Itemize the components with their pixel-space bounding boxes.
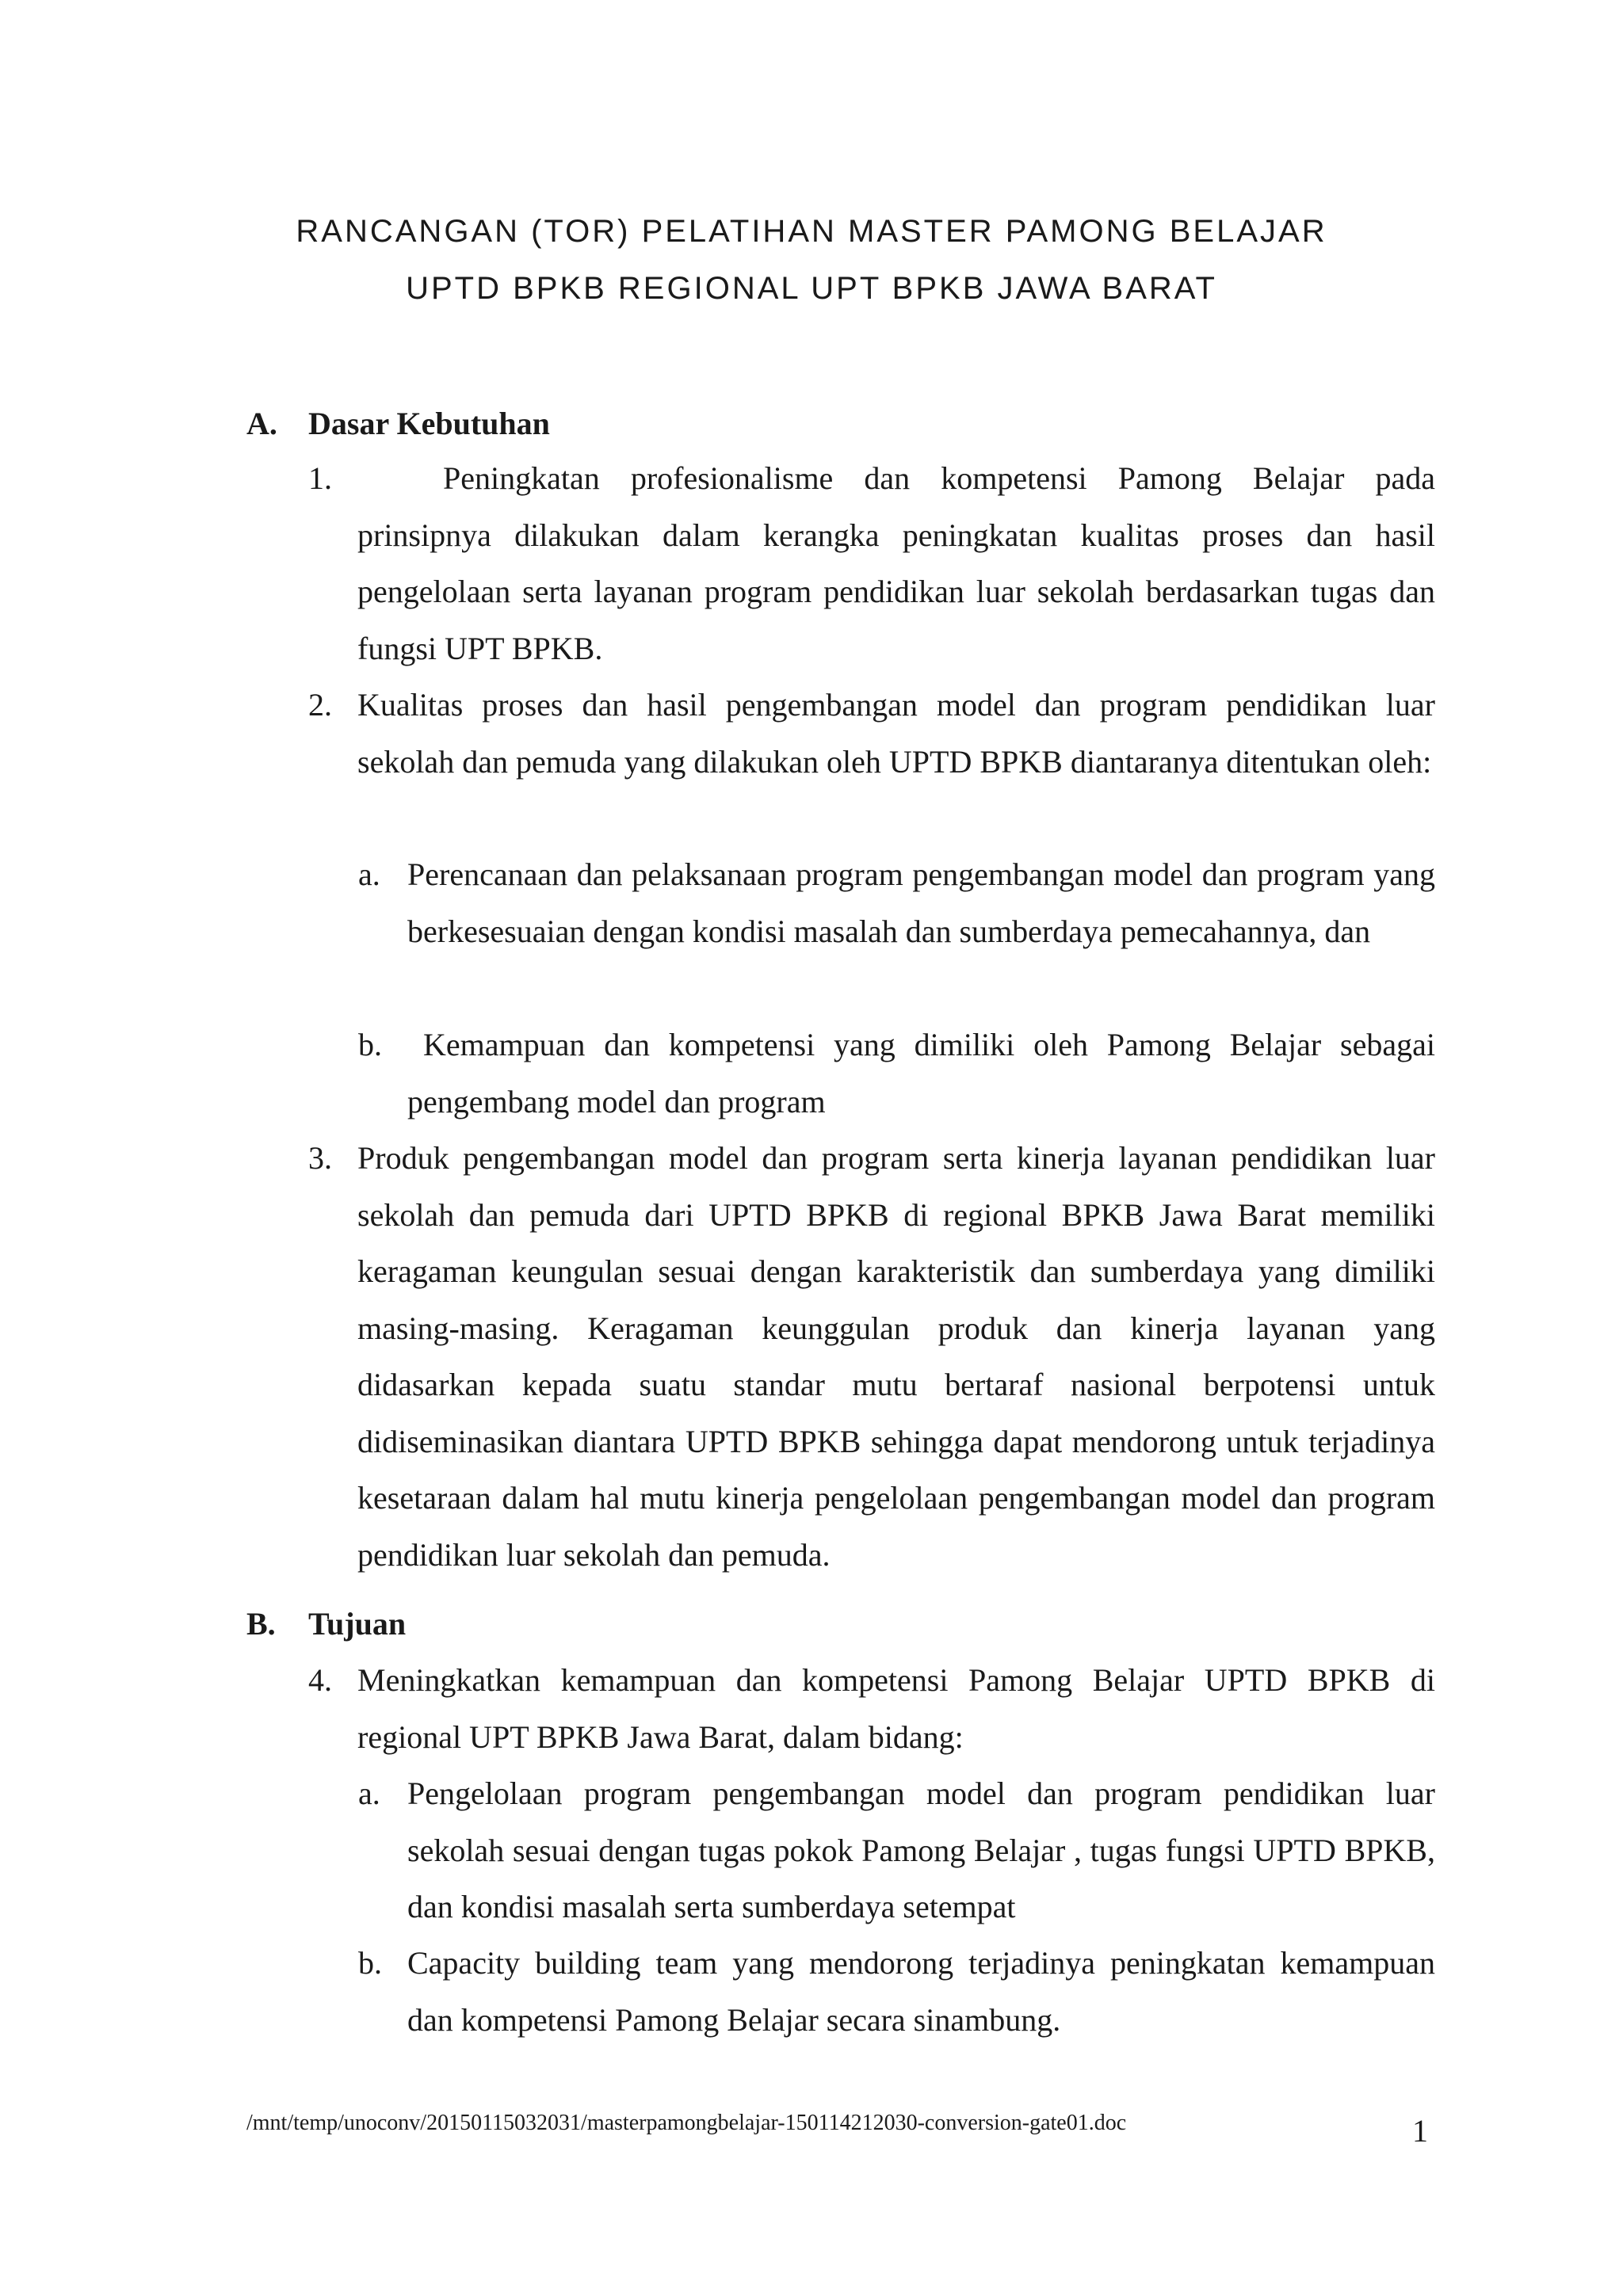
sub-item-text: Capacity building team yang mendorong terjadinya peningkatan kemampuan dan kompetensi Pamong Belajar secara sinambung.: [407, 1945, 1435, 2038]
section-a-title: Dasar Kebutuhan: [308, 406, 550, 441]
sub-item-letter: b.: [358, 1027, 382, 1062]
list-item-2: [308, 677, 1435, 790]
sub-item-text: Kemampuan dan kompetensi yang dimiliki oleh Pamong Belajar sebagai pengembang model dan program: [407, 1027, 1435, 1119]
document-title-line-1: RANCANGAN (TOR) PELATIHAN MASTER PAMONG BELAJAR: [296, 214, 1327, 249]
page-number: 1: [1412, 2113, 1428, 2149]
footer-file-path: /mnt/temp/unoconv/20150115032031/masterpamongbelajar-150114212030-conversion-gate01.doc: [246, 2111, 1127, 2135]
list-item-1: [308, 450, 1435, 677]
sub-item-4a: [358, 1765, 1435, 1936]
list-item-number: 1.: [308, 460, 332, 496]
sub-item-letter: a.: [358, 856, 380, 892]
list-item-number: 2.: [308, 687, 332, 723]
list-item-4: [308, 1652, 1435, 1765]
sub-item-letter: b.: [358, 1945, 382, 1981]
sub-item-text: Perencanaan dan pelaksanaan program pengembangan model dan program yang berkesesuaian dengan kondisi masalah dan sumberdaya pemecahannya, dan: [407, 856, 1435, 949]
list-item-text: Kualitas proses dan hasil pengembangan model dan program pendidikan luar sekolah dan pemuda yang dilakukan oleh UPTD BPKB diantaranya ditentukan oleh:: [357, 687, 1435, 780]
sub-item-2a: [358, 846, 1435, 959]
document-title-line-2: UPTD BPKB REGIONAL UPT BPKB JAWA BARAT: [406, 271, 1217, 306]
list-item-number: 4.: [308, 1662, 332, 1698]
sub-item-4b: [358, 1935, 1435, 2048]
sub-item-letter: a.: [358, 1775, 380, 1811]
section-b-letter: B.: [246, 1606, 276, 1642]
list-item-text: Peningkatan profesionalisme dan kompetensi Pamong Belajar pada prinsipnya dilakukan dalam kerangka peningkatan kualitas proses dan hasil pengelolaan serta layanan program pendidikan luar sekolah berdasarkan tugas dan fungsi UPT BPKB.: [357, 460, 1435, 666]
list-item-number: 3.: [308, 1140, 332, 1176]
sub-item-text: Pengelolaan program pengembangan model dan program pendidikan luar sekolah sesuai dengan tugas pokok Pamong Belajar , tugas fungsi UPTD BPKB, dan kondisi masalah serta sumberdaya setempat: [407, 1775, 1435, 1924]
list-item-3: [308, 1130, 1435, 1583]
list-item-text: Meningkatkan kemampuan dan kompetensi Pamong Belajar UPTD BPKB di regional UPT BPKB Jawa Barat, dalam bidang:: [357, 1662, 1435, 1755]
section-b-title: Tujuan: [308, 1606, 407, 1642]
list-item-text: Produk pengembangan model dan program serta kinerja layanan pendidikan luar sekolah dan pemuda dari UPTD BPKB di regional BPKB Jawa Barat memiliki keragaman keungulan sesuai dengan karakteristik dan sumberdaya yang dimiliki masing-masing. Keragaman keunggulan produk dan kinerja layanan yang didasarkan kepada suatu standar mutu bertaraf nasional berpotensi untuk didiseminasikan diantara UPTD BPKB sehingga dapat mendorong untuk terjadinya kesetaraan dalam hal mutu kinerja pengelolaan pengembangan model dan program pendidikan luar sekolah dan pemuda.: [357, 1140, 1435, 1573]
section-a-letter: A.: [246, 406, 277, 441]
sub-item-2b: [358, 1016, 1435, 1130]
